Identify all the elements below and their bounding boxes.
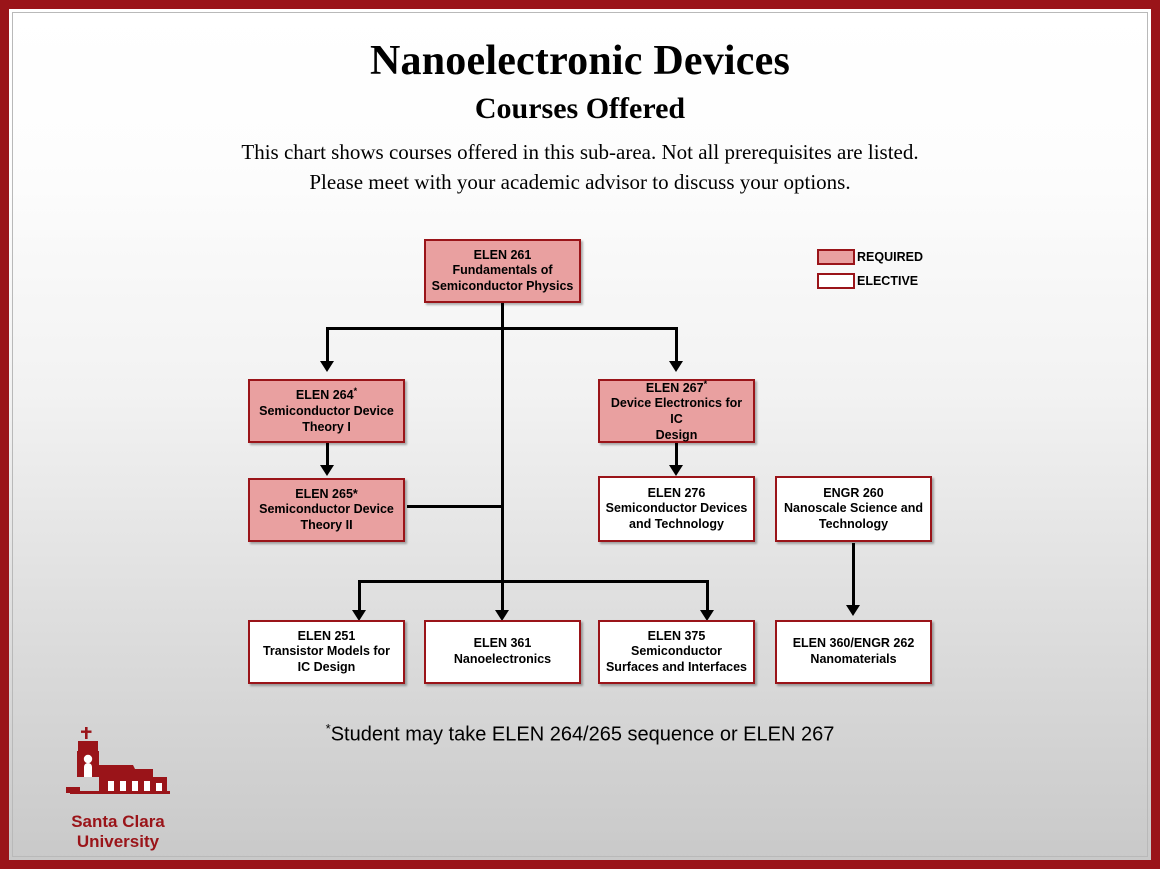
- course-name-elen361-line1: Nanoelectronics: [453, 652, 552, 666]
- course-name-elen276-line1: Semiconductor Devices: [605, 501, 748, 516]
- course-code-elen361: ELEN 361: [473, 636, 532, 651]
- course-code-elen267: ELEN 267*: [645, 378, 708, 395]
- course-name-elen261-line1: Fundamentals of: [452, 263, 553, 278]
- footnote-text: Student may take ELEN 264/265 sequence or ELEN 267: [330, 723, 835, 746]
- course-node-elen361[interactable]: [424, 620, 581, 684]
- footnote-marker-elen264: *: [353, 386, 358, 397]
- course-code-elen261: ELEN 261: [473, 247, 532, 262]
- edge-261-to-267-arrow-icon: [669, 361, 683, 372]
- page-description: [9, 137, 1151, 198]
- course-name-elen264-line2: Theory I: [302, 419, 351, 434]
- legend: [817, 249, 923, 297]
- legend-row-required: [817, 249, 923, 265]
- edge-267-to-276-arrow-icon: [669, 465, 683, 476]
- course-name-elen276-line2: and Technology: [629, 516, 724, 531]
- course-code-elen264: ELEN 264*: [295, 386, 358, 403]
- edge-261-stem: [501, 303, 504, 329]
- course-node-elen265[interactable]: [248, 478, 405, 542]
- page-title: Nanoelectronic Devices: [370, 38, 790, 84]
- legend-row-elective: [817, 273, 923, 289]
- page-subtitle: Courses Offered: [474, 92, 686, 125]
- course-node-engr260[interactable]: [775, 476, 932, 542]
- course-node-elen276[interactable]: [598, 476, 755, 542]
- edge-bus-to-375-drop: [706, 580, 709, 610]
- course-name-engr260-line2: Technology: [818, 516, 889, 531]
- course-name-elen265-line2: Theory II: [300, 517, 353, 532]
- course-code-elen251: ELEN 251: [297, 628, 356, 643]
- course-name-engr260-line1: Nanoscale Science and: [784, 501, 923, 516]
- description-line-1: This chart shows courses offered in this sub-area. Not all prerequisites are listed.: [241, 140, 919, 164]
- edge-260-to-360: [852, 543, 855, 605]
- course-name-elen267-line2: Design: [655, 427, 698, 442]
- course-node-elen375[interactable]: [598, 620, 755, 684]
- legend-label-required: REQUIRED: [857, 250, 923, 264]
- logo-name: [53, 812, 183, 851]
- edge-261-to-264-arrow-icon: [320, 361, 334, 372]
- course-node-elen261[interactable]: [424, 239, 581, 303]
- edge-264-to-265-arrow-icon: [320, 465, 334, 476]
- course-name-elen264-line1: Semiconductor Device: [259, 404, 394, 419]
- legend-swatch-required-icon: [817, 249, 855, 265]
- logo-name-line1: Santa Clara: [71, 812, 165, 831]
- edge-bus-to-251-drop: [358, 580, 361, 610]
- edge-260-to-360-arrow-icon: [846, 605, 860, 616]
- edge-261-vertical-long: [501, 329, 504, 582]
- description-line-2: Please meet with your academic advisor to discuss your options.: [309, 170, 851, 195]
- course-code-elen276: ELEN 276: [647, 485, 706, 500]
- course-node-elen264[interactable]: [248, 379, 405, 443]
- course-node-elen251[interactable]: [248, 620, 405, 684]
- course-code-elen360: ELEN 360/ENGR 262: [792, 636, 915, 651]
- course-code-elen265: ELEN 265*: [295, 486, 358, 501]
- edge-261-to-267-drop: [675, 327, 678, 361]
- course-name-elen267-line1: Device Electronics for IC: [610, 396, 743, 427]
- university-logo: [53, 725, 183, 851]
- course-name-elen251-line1: Transistor Models for: [262, 644, 391, 659]
- course-name-elen375-line1: Surfaces and Interfaces: [605, 659, 748, 674]
- course-name-elen251-line2: IC Design: [297, 659, 356, 674]
- edge-264-to-265: [326, 443, 329, 465]
- legend-swatch-elective-icon: [817, 273, 855, 289]
- course-name-elen261-line2: Semiconductor Physics: [431, 278, 574, 293]
- edge-bus-to-361-drop: [501, 580, 504, 610]
- course-name-elen265-line1: Semiconductor Device: [259, 502, 394, 517]
- course-code-engr260: ENGR 260: [823, 485, 884, 500]
- edge-267-to-276: [675, 443, 678, 465]
- legend-label-elective: ELECTIVE: [857, 274, 919, 288]
- mission-church-icon: [58, 725, 178, 805]
- footnote-marker: *: [325, 721, 331, 736]
- edge-bottom-bus: [358, 580, 709, 583]
- course-code-elen375: ELEN 375 Semiconductor: [631, 628, 722, 659]
- footnote-marker-elen267: *: [703, 378, 708, 389]
- course-node-elen360[interactable]: [775, 620, 932, 684]
- course-name-elen360-line1: Nanomaterials: [810, 652, 897, 666]
- edge-261-to-264-drop: [326, 327, 329, 361]
- edge-265-right-stub: [407, 505, 503, 508]
- logo-name-line2: University: [76, 831, 160, 851]
- course-node-elen267[interactable]: [598, 379, 755, 443]
